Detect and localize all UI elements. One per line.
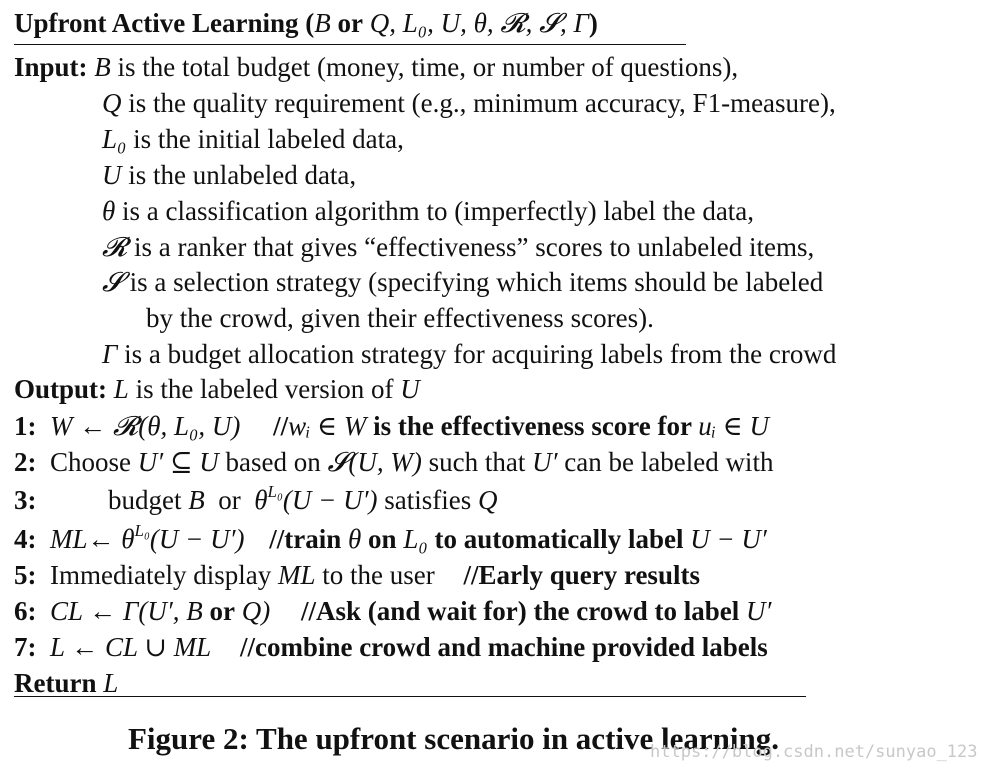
- step-4: 4: ML← $\theta^{L_0}(U - U')$ //train θ on L₀ to automatically label U − U′: [14, 521, 767, 554]
- input-line-4: θ is a classification algorithm to (imperfectly) label the data,: [102, 196, 755, 226]
- step-1: 1: W ← 𝓡(θ, L₀, U) //wᵢ ∈ W is the effectiveness score for uᵢ ∈ U: [14, 411, 770, 441]
- input-line-0: Input: B is the total budget (money, time, or number of questions),: [14, 52, 739, 82]
- return-rule: [14, 696, 806, 697]
- input-line-6: 𝓢 is a selection strategy (specifying which items should be labeled: [102, 267, 824, 297]
- input-line-3: U is the unlabeled data,: [102, 160, 357, 190]
- step-5: 5: Immediately display ML to the user //Early query results: [14, 560, 700, 590]
- return-line: Return L: [14, 668, 119, 698]
- title-rule: [14, 44, 686, 45]
- step-2: 2: Choose U′ ⊆ U based on 𝓢(U, W) such that U′ can be labeled with: [14, 447, 774, 477]
- step-7: 7: L ← CL ∪ ML //combine crowd and machine provided labels: [14, 632, 768, 662]
- step-3: 3: budget B or $\theta^{L_0}(U - U')$ satisfies Q: [14, 482, 498, 515]
- algorithm-name: Upfront Active Learning: [14, 8, 299, 38]
- input-line-2: L₀ is the initial labeled data,: [102, 124, 404, 154]
- algorithm-title: Upfront Active Learning (B or Q, L₀, U, θ, 𝓡, 𝓢, Γ): [14, 8, 598, 38]
- figure-caption: Figure 2: The upfront scenario in active learning.: [128, 721, 779, 756]
- step-6: 6: CL ← Γ(U′, B or Q) //Ask (and wait for) the crowd to label U′: [14, 596, 772, 626]
- input-line-5: 𝓡 is a ranker that gives “effectiveness” scores to unlabeled items,: [102, 232, 815, 262]
- watermark: https://blog.csdn.net/sunyao_123: [650, 742, 978, 762]
- output-line: Output: L is the labeled version of U: [14, 374, 420, 404]
- input-line-8: Γ is a budget allocation strategy for acquiring labels from the crowd: [102, 339, 837, 369]
- input-line-1: Q is the quality requirement (e.g., minimum accuracy, F1-measure),: [102, 88, 836, 118]
- input-line-7: by the crowd, given their effectiveness scores).: [146, 303, 654, 333]
